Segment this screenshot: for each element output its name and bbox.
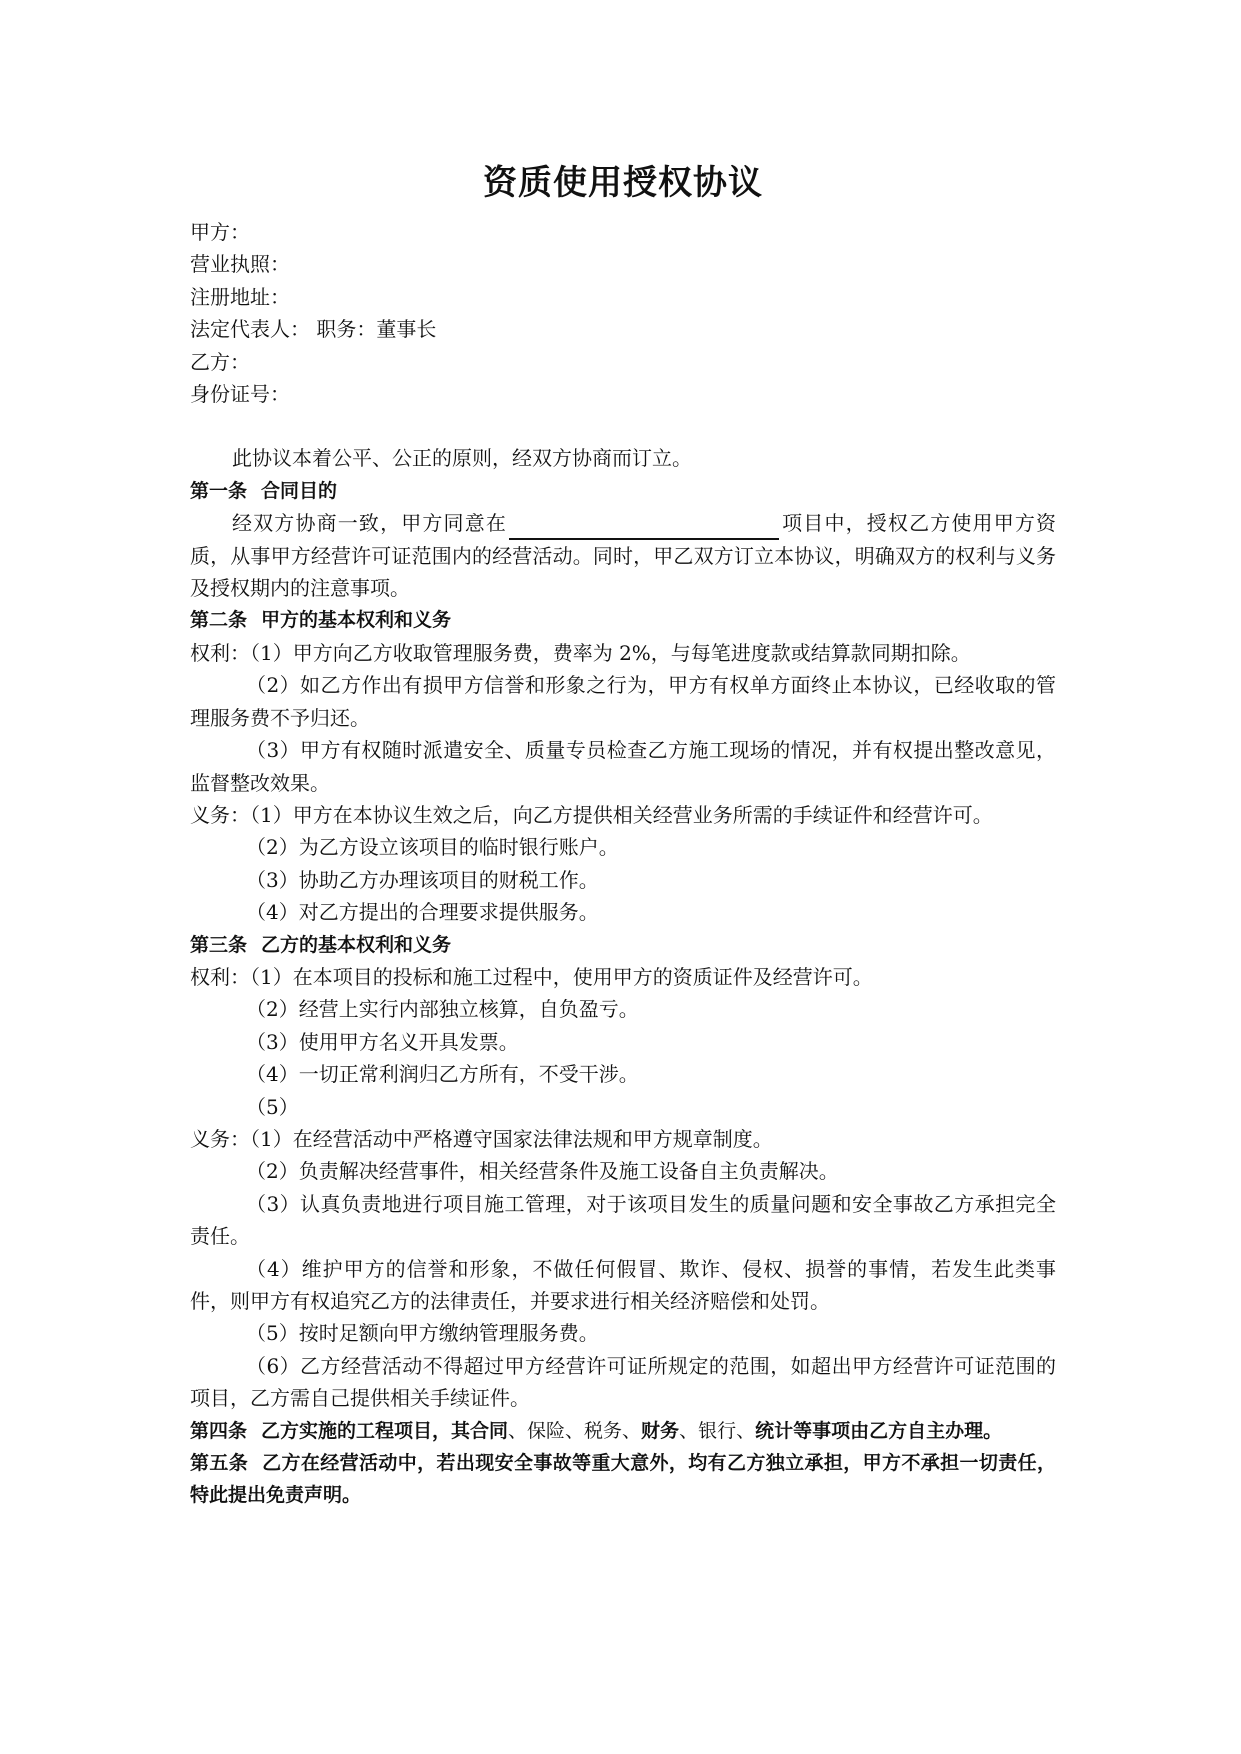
registered-address-line: 注册地址： (190, 284, 290, 309)
article2-duties-item: （3）协助乙方办理该项目的财税工作。 (246, 867, 599, 892)
legal-rep-label: 法定代表人： (190, 317, 310, 342)
article2-heading (190, 604, 1056, 636)
article3-rights-item: （4）一切正常利润归乙方所有，不受干涉。 (246, 1062, 639, 1087)
party-b-line: 乙方： (190, 349, 250, 374)
article3-number: 第三条 (190, 933, 248, 956)
article3-heading (190, 929, 1056, 961)
legal-rep-line (190, 313, 1056, 345)
article4-text-part1: 乙方实施的工程项目，其合同 (261, 1419, 509, 1442)
article4-number: 第四条 (190, 1419, 248, 1442)
article5-text: 乙方在经营活动中，若出现安全事故等重大意外，均有乙方独立承担，甲方不承担一切责任，特此提出免责声明。 (190, 1452, 1056, 1507)
article1-heading (190, 475, 1056, 507)
article5-number: 第五条 (190, 1452, 249, 1475)
article5-paragraph (190, 1447, 1056, 1512)
article2-duties-item: （2）为乙方设立该项目的临时银行账户。 (246, 835, 619, 860)
article2-duties-item (190, 799, 1056, 831)
position-label: 职务：董事长 (316, 317, 437, 342)
preamble: 此协议本着公平、公正的原则，经双方协商而订立。 (232, 446, 692, 471)
article3-rights-item: （3）使用甲方名义开具发票。 (246, 1029, 519, 1054)
article2-rights-item: （3）甲方有权随时派遣安全、质量专员检查乙方施工现场的情况，并有权提出整改意见，监督整改效果。 (190, 738, 1056, 795)
article3-rights-item: （5） (246, 1094, 299, 1119)
article1-title: 合同目的 (261, 479, 338, 502)
article2-duties-item: （4）对乙方提出的合理要求提供服务。 (246, 900, 599, 925)
document-title: 资质使用授权协议 (483, 163, 763, 203)
article3-rights-text: （1）在本项目的投标和施工过程中，使用甲方的资质证件及经营许可。 (250, 964, 873, 989)
article3-rights-item: （2）经营上实行内部独立核算，自负盈亏。 (246, 997, 639, 1022)
article3-duties-item: （2）负责解决经营事件，相关经营条件及施工设备自主负责解决。 (246, 1159, 839, 1184)
document-page (190, 0, 1056, 1754)
article3-duties-label: 义务： (190, 1126, 250, 1151)
article3-duties-item: （3）认真负责地进行项目施工管理，对于该项目发生的质量问题和安全事故乙方承担完全责任。 (190, 1191, 1056, 1249)
article2-rights-item (190, 637, 1056, 669)
document-body (190, 216, 1056, 1512)
article3-rights-label: 权利： (190, 964, 250, 989)
article1-text-before: 经双方协商一致，甲方同意在 (232, 511, 507, 536)
article3-duties-item: （5）按时足额向甲方缴纳管理服务费。 (246, 1321, 599, 1346)
article3-rights-item (190, 961, 1056, 993)
article3-duties-item: （6）乙方经营活动不得超过甲方经营许可证所规定的范围，如超出甲方经营许可证范围的项目，乙方需自己提供相关手续证件。 (190, 1353, 1056, 1411)
article2-number: 第二条 (190, 609, 248, 632)
party-a-line: 甲方： (190, 220, 250, 244)
article4-separator1: 、保险、税务、 (508, 1419, 642, 1442)
article2-title: 甲方的基本权利和义务 (261, 609, 452, 632)
article4-text-part2: 财务 (641, 1419, 680, 1442)
article4-text-part3: 统计等事项由乙方自主办理。 (755, 1419, 1003, 1442)
id-number-line: 身份证号： (190, 382, 290, 407)
business-license-line: 营业执照： (190, 252, 290, 277)
article2-rights-text: （1）甲方向乙方收取管理服务费，费率为 2%，与每笔进度款或结算款同期扣除。 (250, 640, 971, 665)
project-name-blank (509, 516, 779, 540)
article2-duties-label: 义务： (190, 802, 250, 827)
spacer (190, 410, 1056, 442)
article1-number: 第一条 (190, 479, 248, 502)
article3-duties-item (190, 1123, 1056, 1155)
article4-paragraph (190, 1415, 1056, 1447)
article1-text-after: 项目中，授权乙方使用甲方资质，从事甲方经营许可证范围内的经营活动。同时，甲乙双方订立本协议，明确双方的权利与义务及授权期内的注意事项。 (190, 511, 1056, 601)
article4-separator2: 、银行、 (679, 1419, 756, 1442)
article3-duties-text: （1）在经营活动中严格遵守国家法律法规和甲方规章制度。 (250, 1126, 773, 1151)
article2-rights-label: 权利： (190, 640, 250, 665)
article2-duties-text: （1）甲方在本协议生效之后，向乙方提供相关经营业务所需的手续证件和经营许可。 (250, 802, 993, 827)
article3-duties-item: （4）维护甲方的信誉和形象，不做任何假冒、欺诈、侵权、损誉的事情，若发生此类事件，则甲方有权追究乙方的法律责任，并要求进行相关经济赔偿和处罚。 (190, 1256, 1056, 1313)
article1-paragraph (190, 507, 1056, 604)
article3-title: 乙方的基本权利和义务 (261, 933, 452, 956)
article2-rights-item: （2）如乙方作出有损甲方信誉和形象之行为，甲方有权单方面终止本协议，已经收取的管理服务费不予归还。 (190, 673, 1056, 730)
